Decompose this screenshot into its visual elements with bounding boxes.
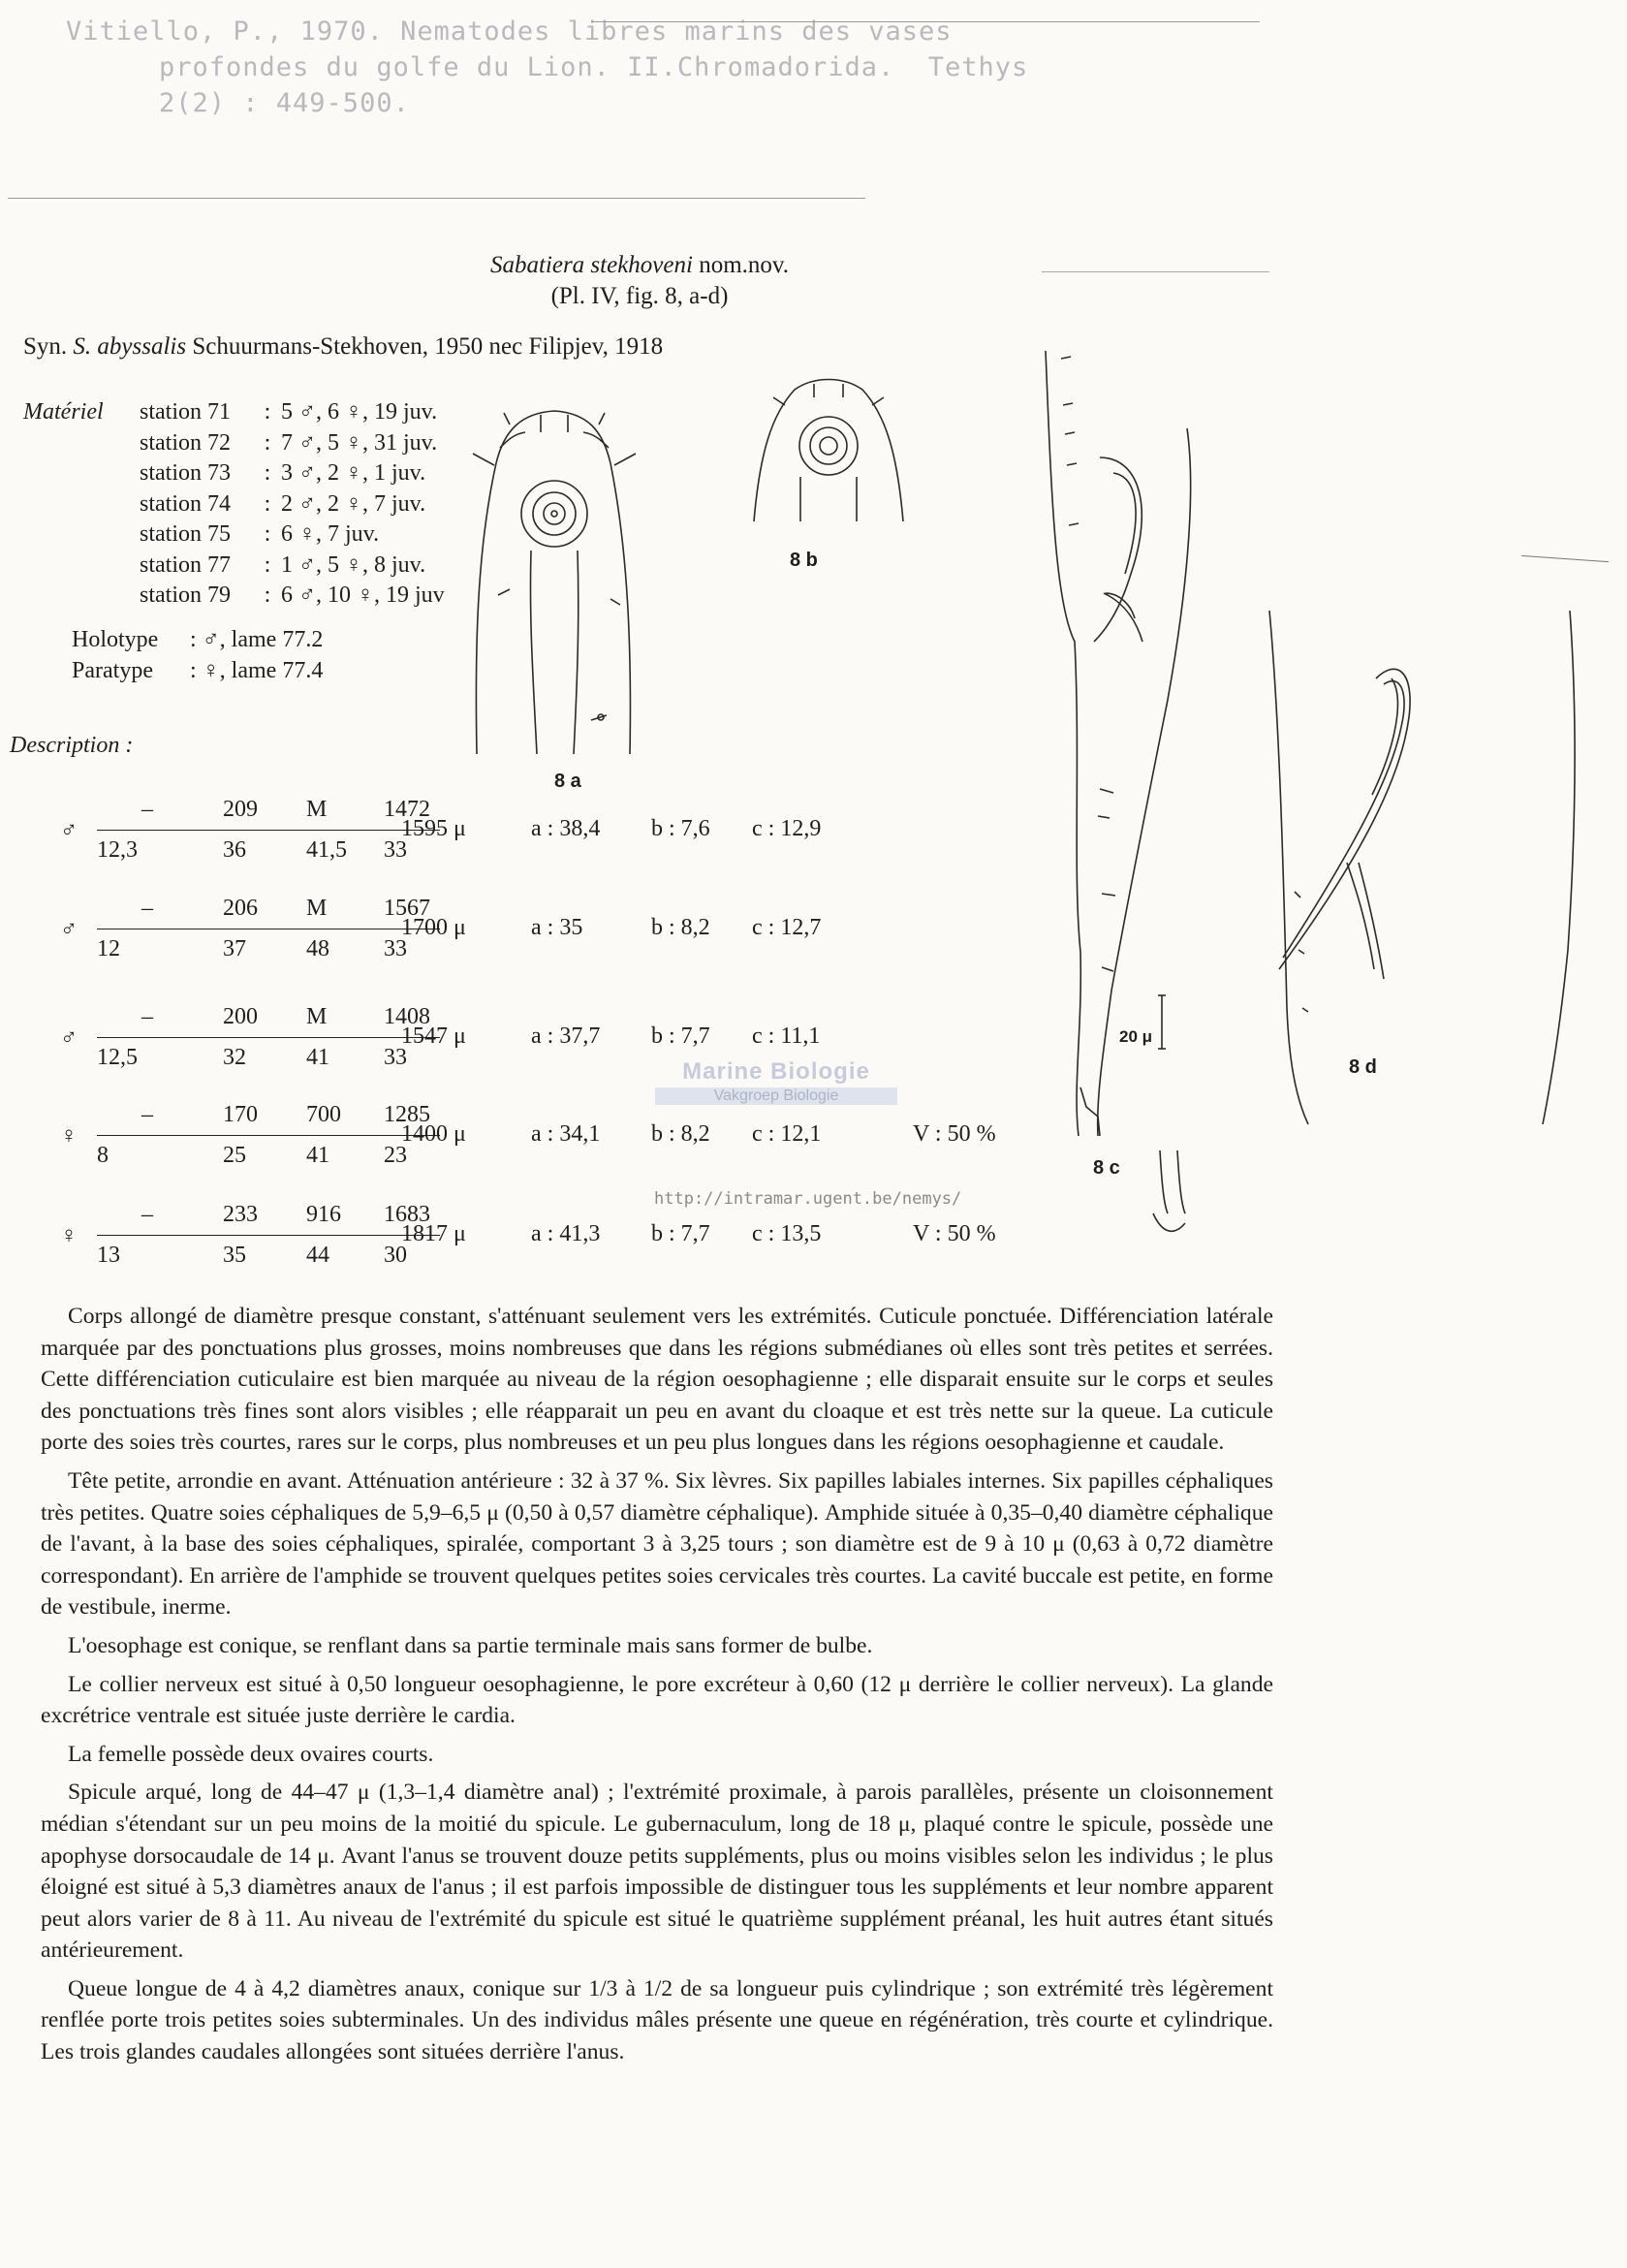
sex-symbol: ♂ — [60, 818, 78, 843]
paragraph: La femelle possède deux ovaires courts. — [68, 1741, 434, 1767]
ratio-c: c : 13,5 — [752, 1221, 822, 1246]
formula-denominator: 36 — [223, 837, 246, 863]
watermark-logo: Marine Biologie Vakgroep Biologie — [655, 1058, 897, 1105]
formula-denominator: 33 — [384, 936, 407, 961]
formula-numerator: M — [306, 797, 328, 822]
formula-numerator: 1408 — [384, 1004, 430, 1029]
formula-denominator: 12,3 — [97, 837, 138, 863]
paragraph: Le collier nerveux est situé à 0,50 longueur oesophagienne, le pore excréteur à 0,60 (12 μ derrière le collier nerveux). La glande excrétrice ventrale est située juste derrière le cardia. — [41, 1671, 1273, 1729]
paratype: Paratype : ♀, lame 77.4 — [72, 658, 324, 683]
formula-numerator: 200 — [223, 1004, 258, 1029]
figure-8c-label: 8 c — [1093, 1157, 1120, 1179]
species-name: Sabatiera stekhoveni — [489, 252, 693, 278]
formula-denominator: 23 — [384, 1143, 407, 1168]
formula-numerator: 1683 — [384, 1202, 430, 1227]
formula-denominator: 37 — [223, 936, 246, 961]
materiel-row: station 75 : 6 ♀, 7 juv. — [140, 521, 380, 547]
formula-denominator: 41,5 — [306, 837, 347, 863]
body-length: 1700 μ — [401, 915, 466, 940]
formula-denominator: 13 — [97, 1243, 120, 1268]
synonym-prefix: Syn. — [23, 333, 68, 360]
body-length: 1400 μ — [401, 1121, 466, 1147]
formula-numerator: M — [306, 896, 328, 921]
formula-denominator: 33 — [384, 837, 407, 863]
paragraph: Queue longue de 4 à 4,2 diamètres anaux, conique sur 1/3 à 1/2 de sa longueur puis cylindrique ; son extrémité très légèrement renflée porte trois petites soies subterminales. Un des individus mâles présente une queue en régénération, très courte et cylindrique. Les trois glandes caudales allongées sont situées derrière l'anus. — [41, 1975, 1273, 2065]
materiel-row: station 74 : 2 ♂, 2 ♀, 7 juv. — [140, 490, 426, 517]
formula-denominator: 8 — [97, 1143, 109, 1168]
synonym-authority: Schuurmans-Stekhoven, 1950 nec Filipjev, 1918 — [192, 333, 664, 360]
citation-header — [66, 14, 1229, 121]
watermark-url: http://intramar.ugent.be/nemys/ — [654, 1189, 962, 1209]
materiel-list — [23, 397, 445, 612]
materiel-row: Matériel station 71 : 5 ♂, 6 ♀, 19 juv. — [23, 397, 445, 428]
ratio-b: b : 8,2 — [651, 1121, 710, 1147]
materiel-row: station 79 : 6 ♂, 10 ♀, 19 juv — [140, 583, 445, 608]
citation-line-3: 2(2) : 449-500. — [159, 88, 410, 118]
formula-denominator: 33 — [384, 1045, 407, 1070]
fraction-bar — [97, 830, 440, 831]
synonym-name: S. abyssalis — [73, 333, 187, 360]
body-length: 1595 μ — [401, 816, 466, 841]
formula-denominator: 32 — [223, 1045, 246, 1070]
formula-numerator: – — [141, 1004, 153, 1029]
paragraph: L'oesophage est conique, se renflant dans sa partie terminale mais sans former de bulbe. — [68, 1632, 873, 1658]
ratio-c: c : 12,9 — [752, 816, 822, 841]
synonym-line — [23, 333, 663, 361]
formula-numerator: 170 — [223, 1102, 258, 1127]
ratio-b: b : 7,7 — [651, 1221, 710, 1246]
ratio-a: a : 34,1 — [531, 1121, 601, 1147]
materiel-label: Matériel — [23, 399, 104, 425]
body-length: 1547 μ — [401, 1024, 466, 1049]
ratio-a: a : 38,4 — [531, 816, 601, 841]
formula-numerator: – — [141, 1102, 153, 1127]
formula-numerator: – — [141, 1202, 153, 1227]
formula-numerator: 1472 — [384, 797, 430, 822]
species-suffix: nom.nov. — [699, 252, 790, 278]
type-specimens — [72, 624, 323, 686]
citation-line-1: Vitiello, P., 1970. Nematodes libres marins des vases — [66, 16, 953, 47]
sex-symbol: ♀ — [60, 1223, 78, 1248]
ratio-c: c : 12,1 — [752, 1121, 822, 1147]
holotype: Holotype : ♂, lame 77.2 — [72, 627, 324, 652]
sex-symbol: ♂ — [60, 1025, 78, 1051]
formula-numerator: 700 — [306, 1102, 341, 1127]
ratio-v: V : 50 % — [913, 1121, 996, 1147]
description-title: Description : — [10, 733, 134, 758]
formula-numerator: 916 — [306, 1202, 341, 1227]
figure-8b-drawing — [746, 376, 911, 541]
formula-denominator: 25 — [223, 1143, 246, 1168]
figure-8d-pointer — [1521, 555, 1609, 562]
paragraph: Tête petite, arrondie en avant. Atténuation antérieure : 32 à 37 %. Six lèvres. Six papilles labiales internes. Six papilles céphaliques très petites. Quatre soies céphaliques de 5,9–6,5 μ (0,50 à 0,57 diamètre céphalique). Amphide située à 0,35–0,40 diamètre céphalique de l'avant, à la base des soies céphaliques, spiralée, comportant 3 à 3,25 tours ; son diamètre est de 9 à 10 μ (0,63 à 0,72 diamètre correspondant). En arrière de l'amphide se trouvent quelques petites soies cervicales très courtes. La cavité buccale est petite, en forme de vestibule, inerme. — [41, 1467, 1273, 1621]
formula-denominator: 41 — [306, 1045, 329, 1070]
figure-8b-label: 8 b — [790, 550, 818, 571]
formula-denominator: 44 — [306, 1243, 329, 1268]
figure-8a-drawing — [465, 405, 659, 773]
ratio-v: V : 50 % — [913, 1221, 996, 1246]
formula-numerator: 1567 — [384, 896, 430, 921]
sex-symbol: ♀ — [60, 1123, 78, 1149]
ratio-b: b : 7,6 — [651, 816, 710, 841]
formula-numerator: 233 — [223, 1202, 258, 1227]
ratio-a: a : 37,7 — [531, 1024, 601, 1049]
formula-denominator: 48 — [306, 936, 329, 961]
fraction-bar — [97, 1235, 440, 1236]
body-length: 1817 μ — [401, 1221, 466, 1246]
ratio-c: c : 12,7 — [752, 915, 822, 940]
formula-denominator: 30 — [384, 1243, 407, 1268]
formula-denominator: 12,5 — [97, 1045, 138, 1070]
citation-rule-top — [591, 21, 1260, 22]
plate-reference: (Pl. IV, fig. 8, a-d) — [550, 283, 729, 309]
figure-8d-label: 8 d — [1349, 1056, 1377, 1078]
formula-numerator: M — [306, 1004, 328, 1029]
description-body — [41, 1301, 1273, 2075]
fraction-bar — [97, 1135, 440, 1136]
formula-numerator: – — [141, 896, 153, 921]
fraction-bar — [97, 1037, 440, 1038]
materiel-row: station 72 : 7 ♂, 5 ♀, 31 juv. — [140, 429, 438, 456]
formula-numerator: 206 — [223, 896, 258, 921]
scale-bar-label: 20 μ — [1119, 1027, 1153, 1046]
formula-numerator: 1285 — [384, 1102, 430, 1127]
ratio-a: a : 35 — [531, 915, 583, 940]
ratio-b: b : 7,7 — [651, 1024, 710, 1049]
formula-denominator: 12 — [97, 936, 120, 961]
materiel-row: station 73 : 3 ♂, 2 ♀, 1 juv. — [140, 460, 426, 486]
paragraph: Corps allongé de diamètre presque constant, s'atténuant seulement vers les extrémités. Cuticule ponctuée. Différenciation latérale marquée par des ponctuations plus grosses, moins nombreuses que dans les régions submédianes où elles sont très petites et serrées. Cette différenciation cuticulaire est bien marquée au niveau de la région oesophagienne ; elle disparait ensuite sur le corps et seules des ponctuations très fines sont alors visibles ; elle réapparait un peu en avant du cloaque et est très nette sur la queue. La cuticule porte des soies très courtes, rares sur le corps, plus nombreuses et un peu plus longues dans les régions oesophagienne et caudale. — [41, 1304, 1273, 1456]
formula-numerator: – — [141, 797, 153, 822]
figure-8a-label: 8 a — [554, 771, 581, 792]
species-heading — [0, 250, 1279, 312]
ratio-a: a : 41,3 — [531, 1221, 601, 1246]
formula-numerator: 209 — [223, 797, 258, 822]
citation-rule-bottom — [8, 198, 865, 199]
formula-denominator: 35 — [223, 1243, 246, 1268]
paragraph: Spicule arqué, long de 44–47 μ (1,3–1,4 diamètre anal) ; l'extrémité proximale, à parois parallèles, présente un cloisonnement médian s'étendant sur un peu moins de la moitié du spicule. Le gubernaculum, long de 18 μ, plaqué contre le spicule, possède une apophyse dorsocaudale de 14 μ. Avant l'anus se trouvent douze petits suppléments, plus ou moins visibles selon les individus ; le plus éloigné est situé à 5,3 diamètres anaux de l'anus ; il est parfois impossible de distinguer tous les suppléments et leur nombre apparent peut alors varier de 8 à 11. Au niveau de l'extrémité du spicule est situé le quatrième supplément préanal, les huit autres étant situés antérieurement. — [41, 1780, 1273, 1964]
formula-denominator: 41 — [306, 1143, 329, 1168]
materiel-row: station 77 : 1 ♂, 5 ♀, 8 juv. — [140, 551, 426, 578]
sex-symbol: ♂ — [60, 917, 78, 942]
citation-line-2: profondes du golfe du Lion. II.Chromadorida. Tethys — [159, 52, 1029, 82]
ratio-b: b : 8,2 — [651, 915, 710, 940]
figure-8d-drawing — [1202, 601, 1609, 1144]
ratio-c: c : 11,1 — [752, 1024, 821, 1049]
